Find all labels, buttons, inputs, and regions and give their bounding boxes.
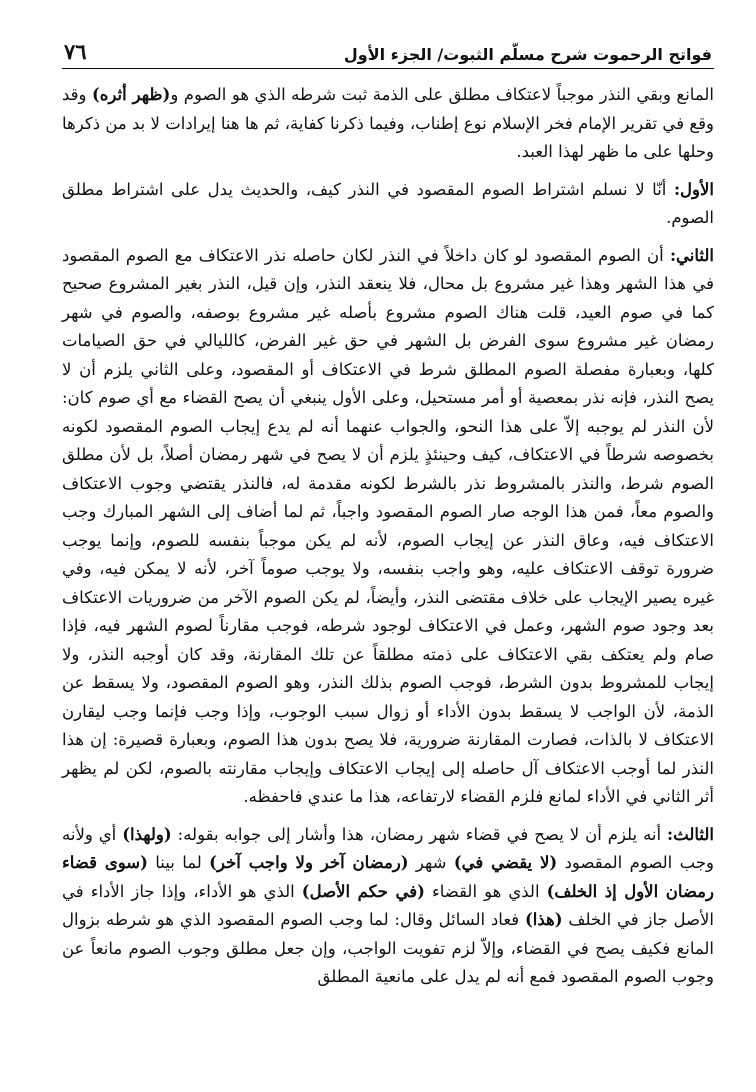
quoted-text-segment: (هذا) — [525, 910, 563, 929]
text-segment: أي ولأنه وجب الصوم المقصود — [62, 824, 714, 872]
page-header — [62, 30, 714, 69]
quoted-text-segment: (ظهر أثره) — [91, 85, 171, 104]
text-segment: الذي هو الأداء، وإذا جاز الأداء في الأصل جاز في الخلف — [62, 881, 714, 929]
page-body — [62, 81, 714, 992]
quoted-text-segment: (في حكم الأصل) — [301, 881, 425, 901]
quoted-text-segment: (لا يقضي في) — [453, 853, 558, 872]
text-segment: فعاد السائل وقال: لما وجب الصوم المقصود الذي هو شرطه بزوال المانع فكيف يصح في القضاء، وإلاّ لزم تفويت الواجب، وإن جعل مطلق وجوب الصوم مانعاً عن وجوب الصوم المقصود فمع أنه لم يدل على مانعية المطلق — [62, 910, 714, 986]
text-segment: شهر — [408, 853, 454, 872]
text-segment: أنه يلزم أن لا يصح في قضاء شهر رمضان، هذا وأشار إلى جوابه بقوله: — [171, 824, 668, 844]
paragraph-lead: الثاني: — [669, 245, 714, 265]
paragraph — [62, 242, 714, 812]
running-title: فواتح الرحموت شرح مسلّم الثبوت/ الجزء الأول — [343, 45, 712, 64]
quoted-text-segment: (سوى قضاء رمضان الأول إذ الخلف) — [62, 853, 714, 901]
paragraph-lead: الثالث: — [667, 824, 714, 844]
paragraph — [62, 81, 714, 167]
page-number: ٧٦ — [64, 39, 87, 64]
paragraph — [62, 176, 714, 233]
paragraph-lead: الأول: — [673, 179, 714, 199]
text-segment: الذي هو القضاء — [424, 881, 547, 901]
text-segment: المانع وبقي النذر موجباً لاعتكاف مطلق على الذمة ثبت شرطه الذي هو الصوم و — [170, 85, 714, 104]
text-segment: لما بينا — [147, 853, 210, 872]
text-segment: أن الصوم المقصود لو كان داخلاً في النذر لكان حاصله نذر الاعتكاف مع الصوم المقصود في هذا الشهر وهذا غير مشروع بل محال، فلا ينعقد النذر، وإن قيل، النذر بغير المشروع صحيح كما في صوم العيد، قلت هناك الصوم مشروع بأصله غير مشروع بوصفه، والصوم في شهر رمضان غير مشروع سوى الفرض بل الشهر في حق غير الفرض، كالليالي في حق الصيامات كلها، وبعبارة مفصلة الصوم المطلق شرط في الاعتكاف أو المقصود، وعلى الثاني يلزم أن لا يصح النذر، فإنه نذر بمعصية أو أمر مستحيل، وعلى الأول ينبغي أن يصح القضاء مع أي صوم كان: لأن النذر لم يوجبه إلاّ على هذا النحو، والجواب عنهما أنه لم يدع إيجاب الصوم المقصود لكونه بخصوصه شرطاً في الاعتكاف، كيف وحينئذٍ يلزم أن لا يصح في شهر رمضان أصلاً، بل لأن مطلق الصوم شرط، والنذر بالمشروط نذر بالشرط لكونه مقدمة له، فالنذر يقتضي وجوب الاعتكاف والصوم معاً، فمن هذا الوجه صار الصوم المقصود واجباً، ثم لما أضاف إلى الشهر المبارك وجب الاعتكاف فيه، وعاق النذر عن إيجاب الصوم، لأنه لم يكن موجباً بنفسه للصوم، وإنما يوجب ضرورة توقف الاعتكاف عليه، وهو واجب بنفسه، ولا يوجب صوماً آخر، لأنه لا يمكن فيه، وفي غيره يصير الإيجاب على خلاف مقتضى النذر، وأيضاً، لم يكن الصوم الآخر من ضروريات الاعتكاف بعد وجود صوم الشهر، وعمل في الاعتكاف لوجود شرطه، فوجب مقارناً لصوم الشهر فيه، فإذا صام ولم يعتكف بقي الاعتكاف على ذمته مطلقاً عن تلك المقارنة، وقد كان أوجبه النذر، ولا إيجاب للمشروط بدون الشرط، فوجب الصوم بذلك النذر، وهو الصوم المقصود، ولا يسقط عن الذمة، لأن الواجب لا يسقط بدون الأداء أو زوال سبب الوجوب، وإذا وجب فإنما وجب ليقارن الاعتكاف لا بالذات، فصارت المقارنة ضرورية، فلا يصح بدون هذا الصوم، وبعبارة قصيرة: إن هذا النذر لما أوجب الاعتكاف آل حاصله إلى إيجاب الاعتكاف وإيجاب مقارنته بالصوم، لكن لم يظهر أثر الثاني في الأداء لمانع فلزم القضاء لارتفاعه، هذا ما عندي فاحفظه. — [62, 245, 714, 806]
text-segment: أنّا لا نسلم اشتراط الصوم المقصود في النذر كيف، والحديث يدل على اشتراط مطلق الصوم. — [62, 179, 714, 227]
text-segment: وقد وقع في تقرير الإمام فخر الإسلام نوع إطناب، وفيما ذكرنا كفاية، ثم ها هنا إيرادات لا بد من ذكرها وحلها على ما ظهر لهذا العبد. — [62, 85, 714, 161]
quoted-text-segment: (رمضان آخر ولا واجب آخر) — [209, 853, 409, 872]
paragraph — [62, 821, 714, 992]
quoted-text-segment: (ولهذا) — [122, 824, 172, 844]
